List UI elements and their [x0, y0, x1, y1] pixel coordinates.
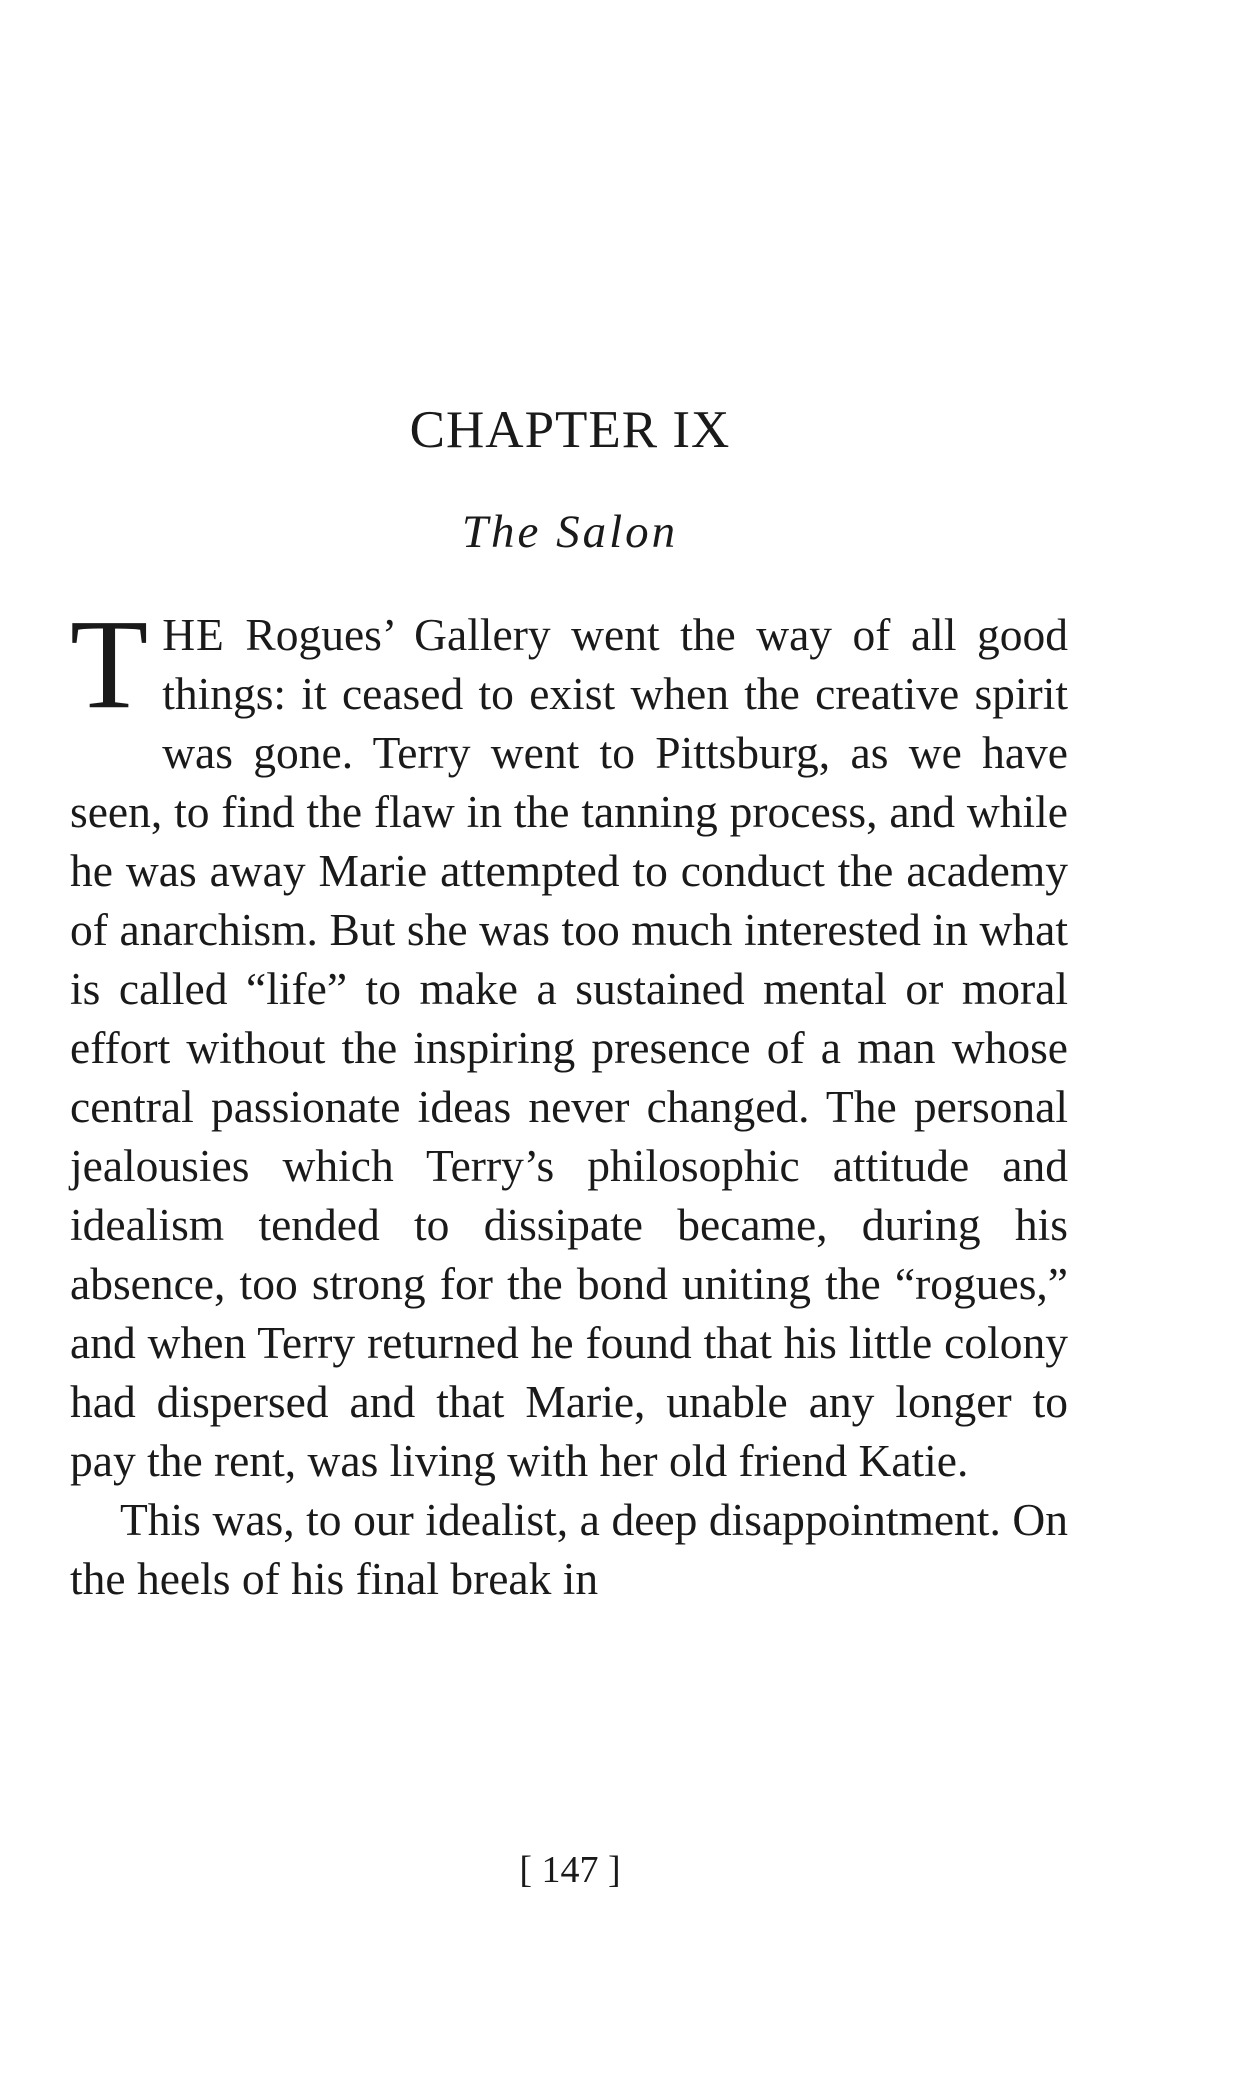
paragraph-1-lead: HE — [162, 609, 225, 660]
paragraph-1 — [70, 593, 1068, 1490]
chapter-title: The Salon — [461, 506, 679, 558]
page-number: [ 147 ] — [519, 1849, 621, 1891]
drop-cap: T — [70, 593, 149, 735]
body-text — [70, 593, 1068, 1608]
paragraph-1-text: Rogues’ Gallery went the way of all good things: it ceased to exist when the creative spirit was gone. Terry went to Pittsburg, as we have seen, to find the flaw in the tanning process, and while he was away Marie attempted to conduct the academy of anarchism. But she was too much interested in what is called “life” to make a sustained mental or moral effort without the inspiring presence of a man whose central passionate ideas never changed. The personal jealousies which Terry’s philosophic attitude and idealism tended to dissipate became, during his absence, too strong for the bond uniting the “rogues,” and when Terry returned he found that his little colony had dispersed and that Marie, unable any longer to pay the rent, was living with her old friend Katie. — [70, 609, 1068, 1486]
paragraph-2: This was, to our idealist, a deep disappointment. On the heels of his final break in — [70, 1494, 1068, 1604]
chapter-heading: CHAPTER IX — [409, 401, 731, 459]
